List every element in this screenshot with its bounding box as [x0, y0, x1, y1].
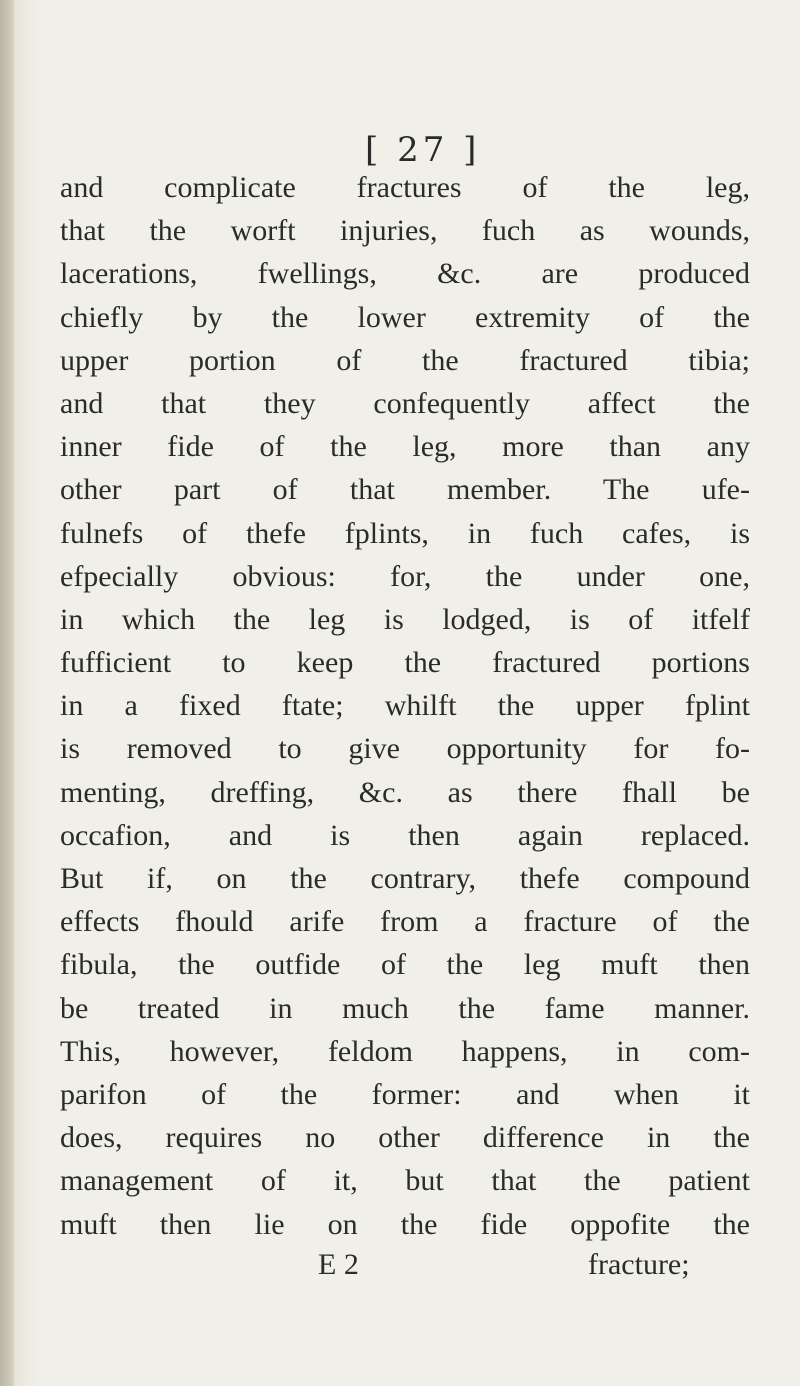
text-line: in a fixed ftate; whilft the upper fplint	[60, 689, 750, 723]
text-line: fulnefs of thefe fplints, in fuch cafes, is	[60, 516, 750, 550]
text-line: menting, dreffing, &c. as there fhall be	[60, 775, 750, 809]
text-line: management of it, but that the patient	[60, 1164, 750, 1198]
text-line: inner fide of the leg, more than any	[60, 430, 750, 464]
text-line: effects fhould arife from a fracture of the	[60, 905, 750, 939]
text-line: occafion, and is then again replaced.	[60, 818, 750, 852]
text-line: in which the leg is lodged, is of itfelf	[60, 602, 750, 636]
book-spine-shadow	[0, 0, 14, 1386]
text-line: efpecially obvious: for, the under one,	[60, 559, 750, 593]
text-line: is removed to give opportunity for fo-	[60, 732, 750, 766]
text-line: fibula, the outfide of the leg muft then	[60, 948, 750, 982]
text-line: that the worft injuries, fuch as wounds,	[60, 214, 750, 248]
text-line: This, however, feldom happens, in com-	[60, 1034, 750, 1068]
text-line: But if, on the contrary, thefe compound	[60, 862, 750, 895]
text-line: chiefly by the lower extremity of the	[60, 300, 750, 334]
text-line: other part of that member. The ufe-	[60, 473, 750, 507]
text-line: does, requires no other difference in the	[60, 1121, 750, 1155]
text-line: be treated in much the fame manner.	[60, 991, 750, 1025]
text-line: and that they confequently affect the	[60, 386, 750, 420]
text-line: and complicate fractures of the leg,	[60, 171, 750, 204]
page-number: [ 27 ]	[365, 130, 481, 170]
text-line: lacerations, fwellings, &c. are produced	[60, 257, 750, 291]
text-line: parifon of the former: and when it	[60, 1077, 750, 1111]
body-text	[60, 166, 750, 1246]
text-line: fufficient to keep the fractured portions	[60, 646, 750, 680]
catchword: fracture;	[588, 1248, 690, 1281]
signature-mark: E 2	[318, 1248, 359, 1281]
text-line: upper portion of the fractured tibia;	[60, 343, 750, 377]
text-line: muft then lie on the fide oppofite the	[60, 1207, 750, 1241]
